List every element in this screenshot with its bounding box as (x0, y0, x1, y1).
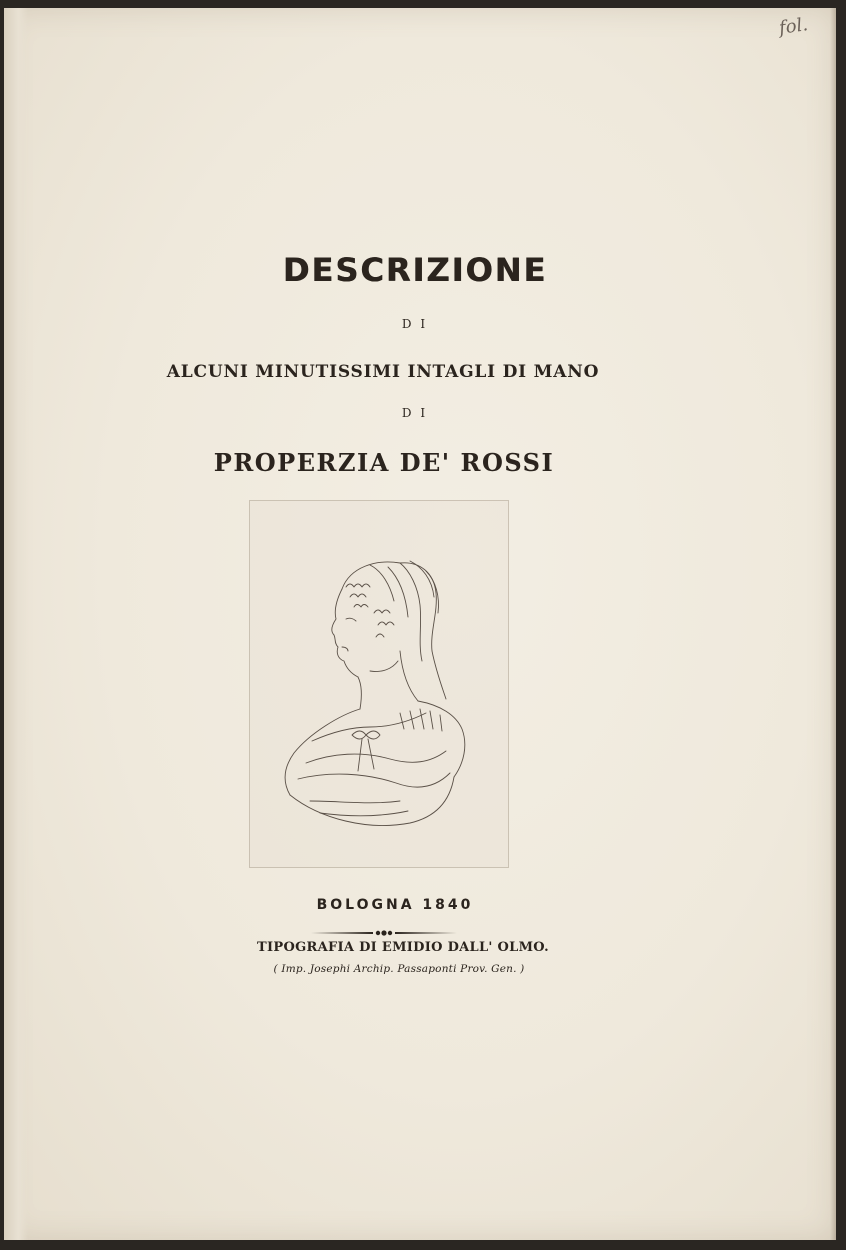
portrait-engraving (249, 500, 509, 868)
binding-edge (4, 8, 28, 1240)
rule-ornament (309, 928, 459, 938)
connector-di-1: DI (401, 317, 435, 331)
book-subtitle: ALCUNI MINUTISSIMI INTAGLI DI MANO (166, 362, 600, 382)
connector-di-2: DI (401, 406, 435, 420)
book-title: DESCRIZIONE (282, 251, 548, 289)
handwritten-shelfmark: fol. (777, 14, 810, 39)
imprint-city-year: BOLOGNA 1840 (316, 897, 474, 913)
author-name: PROPERZIA DE' ROSSI (213, 448, 555, 477)
portrait-engraving-drawing (250, 501, 508, 867)
imprimatur: ( Imp. Josephi Archip. Passaponti Prov. Gen. ) (273, 963, 525, 975)
page-edge-shadow (830, 8, 836, 1240)
imprint-printer: TIPOGRAFIA DI EMIDIO DALL' OLMO. (257, 940, 549, 955)
title-page (4, 8, 836, 1240)
